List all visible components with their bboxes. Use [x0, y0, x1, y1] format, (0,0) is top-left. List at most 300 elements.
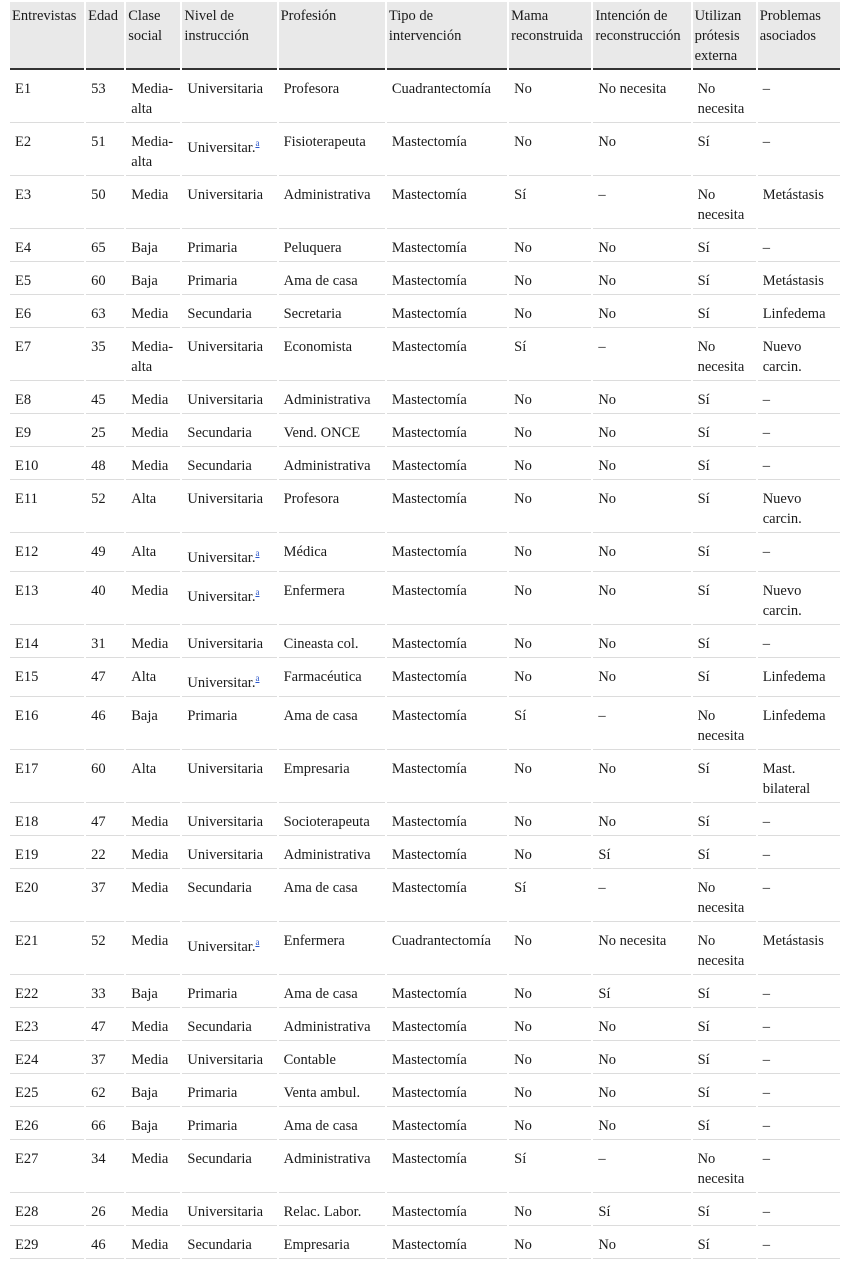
table-cell	[10, 231, 84, 262]
table-cell	[509, 330, 591, 381]
table-cell	[593, 383, 690, 414]
cell-text: Media	[131, 1236, 169, 1253]
table-header	[10, 2, 840, 70]
cell-text: Administrativa	[283, 392, 371, 408]
table-cell	[182, 72, 276, 123]
cell-text: Sí	[697, 491, 710, 507]
cell-text: Media	[131, 1018, 169, 1035]
cell-text: Venta ambul.	[283, 1084, 361, 1101]
cell-text: Peluquera	[283, 240, 342, 256]
table-cell	[509, 125, 591, 176]
table-cell	[126, 1109, 180, 1140]
table-cell	[279, 1010, 385, 1041]
cell-text: Mastectomía	[391, 1117, 467, 1134]
cell-text: No necesita	[697, 932, 745, 969]
table-cell	[509, 383, 591, 414]
cell-text: 31	[91, 635, 106, 652]
table-cell	[387, 297, 507, 328]
table-cell	[387, 178, 507, 229]
table-cell	[387, 871, 507, 922]
cell-text: Farmacéutica	[283, 668, 362, 685]
cell-text: Media	[131, 1150, 169, 1167]
cell-text: 63	[91, 306, 106, 322]
table-cell	[279, 482, 385, 533]
table-cell	[86, 330, 124, 381]
footnote-link[interactable]: a	[255, 586, 260, 597]
table-cell	[509, 1195, 591, 1226]
table-cell	[387, 1076, 507, 1107]
table-cell	[10, 297, 84, 328]
table-cell	[86, 752, 124, 803]
table-cell	[509, 72, 591, 123]
table-cell	[693, 1142, 756, 1193]
table-cell	[693, 1043, 756, 1074]
table-row	[10, 1043, 840, 1074]
table-row	[10, 924, 840, 975]
table-cell	[126, 1142, 180, 1193]
cell-text: –	[762, 392, 770, 408]
cell-text: No	[514, 1018, 532, 1035]
cell-text: Media	[131, 392, 169, 408]
table-cell	[593, 1195, 690, 1226]
cell-text: Sí	[697, 1117, 710, 1134]
cell-text: Mastectomía	[391, 1150, 467, 1167]
cell-text: No	[514, 1236, 532, 1253]
cell-text: Sí	[697, 582, 710, 599]
table-cell	[279, 699, 385, 750]
cell-text: 34	[91, 1150, 106, 1167]
table-cell	[126, 977, 180, 1008]
cell-text: Cuadrantectomía	[391, 81, 491, 97]
cell-text: 60	[91, 273, 106, 289]
cell-text: Vend. ONCE	[283, 425, 361, 441]
cell-text: No	[598, 544, 617, 560]
table-cell	[10, 1142, 84, 1193]
table-cell	[86, 482, 124, 533]
cell-text: Ama de casa	[283, 707, 358, 724]
cell-text: 47	[91, 813, 106, 830]
cell-text: Mastectomía	[391, 425, 467, 441]
table-cell	[387, 72, 507, 123]
cell-text: Mastectomía	[391, 134, 467, 150]
table-cell	[10, 72, 84, 123]
cell-text: –	[762, 544, 770, 560]
cell-text: Sí	[598, 846, 611, 863]
table-row	[10, 1195, 840, 1226]
column-header: Edad	[86, 2, 124, 70]
cell-text: –	[762, 635, 770, 652]
table-row	[10, 805, 840, 836]
table-cell	[758, 383, 840, 414]
cell-text: Mastectomía	[391, 544, 467, 560]
cell-text: Sí	[697, 544, 710, 560]
table-cell	[126, 699, 180, 750]
table-cell	[86, 1076, 124, 1107]
table-cell	[279, 416, 385, 447]
cell-text: –	[762, 134, 770, 150]
table-cell	[86, 1195, 124, 1226]
cell-text: 50	[91, 187, 106, 203]
table-row	[10, 416, 840, 447]
cell-text: Mastectomía	[391, 491, 467, 507]
table-cell	[693, 416, 756, 447]
cell-text: –	[762, 1018, 770, 1035]
cell-text: Media	[131, 879, 169, 896]
cell-text: Universitaria	[187, 760, 264, 777]
table-cell	[593, 297, 690, 328]
cell-text: 25	[91, 425, 106, 441]
column-header: Utilizan prótesis externa	[693, 2, 756, 70]
table-cell	[86, 660, 124, 697]
column-header: Problemas asociados	[758, 2, 840, 70]
footnote-link[interactable]: a	[255, 672, 260, 683]
cell-text: Secundaria	[187, 458, 252, 474]
table-cell	[758, 535, 840, 572]
table-cell	[86, 535, 124, 572]
cell-text: Cuadrantectomía	[391, 932, 491, 949]
table-cell	[593, 264, 690, 295]
cell-text: –	[762, 458, 770, 474]
table-cell	[182, 1109, 276, 1140]
cell-text: Baja	[131, 707, 158, 724]
table-cell	[758, 574, 840, 625]
table-row	[10, 1010, 840, 1041]
cell-text: Universitaria	[187, 339, 264, 355]
table-cell	[758, 752, 840, 803]
table-cell	[693, 871, 756, 922]
cell-text: Cineasta col.	[283, 635, 359, 652]
table-row	[10, 449, 840, 480]
column-header: Entrevistas	[10, 2, 84, 70]
table-cell	[279, 1043, 385, 1074]
cell-text: Metástasis	[762, 187, 824, 203]
cell-text: Baja	[131, 1084, 158, 1101]
table-cell	[758, 1142, 840, 1193]
table-cell	[279, 125, 385, 176]
table-cell	[10, 805, 84, 836]
cell-text: E2	[15, 134, 32, 150]
table-cell	[593, 482, 690, 533]
table-cell	[758, 449, 840, 480]
table-cell	[279, 1228, 385, 1259]
column-header: Nivel de instrucción	[182, 2, 276, 70]
table-cell	[182, 264, 276, 295]
cell-text: 33	[91, 985, 106, 1002]
table-cell	[509, 416, 591, 447]
cell-text: Mastectomía	[391, 846, 467, 863]
cell-text: Mastectomía	[391, 187, 467, 203]
cell-text: E24	[15, 1051, 39, 1068]
cell-text: E29	[15, 1236, 39, 1253]
cell-text: 60	[91, 760, 106, 777]
cell-text: 65	[91, 240, 106, 256]
cell-text: No	[514, 932, 532, 949]
cell-text: No	[598, 491, 617, 507]
cell-text: 35	[91, 339, 106, 355]
table-cell	[693, 297, 756, 328]
table-cell	[387, 977, 507, 1008]
table-cell	[593, 178, 690, 229]
table-cell	[509, 805, 591, 836]
table-cell	[86, 1010, 124, 1041]
table-cell	[279, 627, 385, 658]
cell-text: No	[598, 240, 617, 256]
table-cell	[182, 1010, 276, 1041]
cell-text: Secundaria	[187, 306, 252, 322]
table-cell	[387, 1195, 507, 1226]
table-cell	[693, 838, 756, 869]
table-cell	[593, 977, 690, 1008]
table-cell	[10, 752, 84, 803]
table-cell	[10, 330, 84, 381]
cell-text: E20	[15, 879, 39, 896]
cell-text: Administrativa	[283, 458, 371, 474]
cell-text: 49	[91, 544, 106, 560]
cell-text: No	[514, 306, 532, 322]
cell-text: Sí	[697, 240, 710, 256]
table-cell	[10, 977, 84, 1008]
cell-text: 46	[91, 707, 106, 724]
table-cell	[279, 1076, 385, 1107]
cell-text: Ama de casa	[283, 1117, 358, 1134]
cell-text: E23	[15, 1018, 39, 1035]
cell-text: Mastectomía	[391, 635, 467, 652]
cell-text: No	[598, 1051, 617, 1068]
cell-text: Sí	[697, 1203, 710, 1220]
table-cell	[693, 660, 756, 697]
table-cell	[10, 1195, 84, 1226]
table-cell	[387, 1228, 507, 1259]
cell-text: Mastectomía	[391, 458, 467, 474]
table-cell	[126, 125, 180, 176]
cell-text: E26	[15, 1117, 39, 1134]
table-cell	[279, 72, 385, 123]
table-row	[10, 297, 840, 328]
table-cell	[182, 574, 276, 625]
table-cell	[279, 924, 385, 975]
cell-text: Media	[131, 846, 169, 863]
cell-text: Sí	[514, 339, 527, 355]
cell-text: E15	[15, 668, 39, 685]
cell-text: Alta	[131, 668, 157, 685]
table-cell	[10, 660, 84, 697]
cell-text: Primaria	[187, 985, 238, 1002]
table-row	[10, 535, 840, 572]
cell-text: Mastectomía	[391, 1203, 467, 1220]
cell-text: No	[514, 760, 532, 777]
table-cell	[758, 482, 840, 533]
table-cell	[593, 574, 690, 625]
column-header: Tipo de intervención	[387, 2, 507, 70]
cell-text: Sí	[697, 1051, 710, 1068]
table-cell	[86, 627, 124, 658]
table-cell	[509, 924, 591, 975]
table-cell	[182, 660, 276, 697]
cell-text: Metástasis	[762, 932, 824, 949]
table-cell	[387, 1142, 507, 1193]
cell-text: Profesora	[283, 81, 340, 97]
cell-text: –	[762, 1084, 770, 1101]
cell-text: No	[598, 1236, 617, 1253]
table-cell	[86, 125, 124, 176]
table-cell	[279, 574, 385, 625]
table-cell	[593, 805, 690, 836]
cell-text: No necesita	[697, 707, 745, 744]
table-cell	[126, 1195, 180, 1226]
table-cell	[509, 231, 591, 262]
cell-text: Universitaria	[187, 635, 264, 652]
table-cell	[509, 178, 591, 229]
table-cell	[182, 1228, 276, 1259]
cell-text: E3	[15, 187, 32, 203]
table-cell	[86, 416, 124, 447]
cell-text: Secundaria	[187, 1018, 252, 1035]
cell-text: Sí	[514, 879, 527, 896]
table-cell	[593, 699, 690, 750]
table-cell	[279, 1109, 385, 1140]
cell-text: Enfermera	[283, 582, 345, 599]
cell-text: Media-alta	[131, 81, 174, 117]
table-cell	[509, 297, 591, 328]
table-cell	[10, 574, 84, 625]
table-cell	[182, 752, 276, 803]
table-cell	[126, 1010, 180, 1041]
table-cell	[86, 1142, 124, 1193]
cell-text: No	[598, 668, 617, 685]
table-cell	[593, 330, 690, 381]
cell-text: 22	[91, 846, 106, 863]
table-cell	[10, 383, 84, 414]
table-cell	[126, 660, 180, 697]
column-header: Clase social	[126, 2, 180, 70]
footnote-link[interactable]: a	[255, 548, 260, 558]
table-cell	[86, 1043, 124, 1074]
cell-text: Administrativa	[283, 1018, 371, 1035]
table-cell	[126, 383, 180, 414]
table-cell	[10, 416, 84, 447]
cell-text: –	[762, 879, 770, 896]
table-row	[10, 627, 840, 658]
cell-text: Media	[131, 306, 169, 322]
cell-text: Primaria	[187, 1084, 238, 1101]
cell-text: 47	[91, 1018, 106, 1035]
table-cell	[693, 264, 756, 295]
table-cell	[593, 535, 690, 572]
cell-text: Empresaria	[283, 760, 350, 777]
cell-text: –	[598, 1150, 606, 1167]
table-row	[10, 1076, 840, 1107]
column-header: Profesión	[279, 2, 385, 70]
table-cell	[693, 482, 756, 533]
table-cell	[509, 1076, 591, 1107]
table-cell	[758, 660, 840, 697]
table-row	[10, 178, 840, 229]
cell-text: No	[598, 1117, 617, 1134]
cell-text: No	[514, 635, 532, 652]
cell-text: 48	[91, 458, 106, 474]
table-cell	[182, 1195, 276, 1226]
cell-text: Mastectomía	[391, 392, 467, 408]
cell-text: 66	[91, 1117, 106, 1134]
cell-text: Sí	[697, 813, 710, 830]
table-cell	[86, 72, 124, 123]
cell-text: Sí	[697, 635, 710, 652]
cell-text: Administrativa	[283, 1150, 371, 1167]
cell-text: No	[598, 392, 617, 408]
cell-text: Universitar.	[187, 674, 256, 691]
table-cell	[758, 1043, 840, 1074]
cell-text: Sí	[697, 1084, 710, 1101]
table-cell	[693, 1195, 756, 1226]
table-cell	[593, 416, 690, 447]
table-cell	[693, 805, 756, 836]
cell-text: No	[514, 392, 532, 408]
cell-text: Metástasis	[762, 273, 824, 289]
cell-text: Economista	[283, 339, 353, 355]
cell-text: Profesora	[283, 491, 340, 507]
table-cell	[126, 231, 180, 262]
cell-text: Secundaria	[187, 879, 252, 896]
cell-text: Mastectomía	[391, 1018, 467, 1035]
cell-text: E8	[15, 392, 32, 408]
cell-text: Sí	[697, 392, 710, 408]
table-cell	[693, 699, 756, 750]
table-cell	[387, 482, 507, 533]
table-cell	[279, 449, 385, 480]
table-cell	[182, 1043, 276, 1074]
table-cell	[387, 1109, 507, 1140]
table-cell	[126, 449, 180, 480]
table-cell	[279, 231, 385, 262]
cell-text: Universitar.	[187, 938, 256, 955]
cell-text: E14	[15, 635, 39, 652]
table-cell	[509, 752, 591, 803]
table-cell	[693, 977, 756, 1008]
table-cell	[593, 125, 690, 176]
cell-text: Médica	[283, 544, 328, 560]
footnote-link[interactable]: a	[255, 138, 260, 148]
table-cell	[182, 1142, 276, 1193]
footnote-link[interactable]: a	[255, 936, 260, 947]
cell-text: 52	[91, 491, 106, 507]
table-cell	[758, 1010, 840, 1041]
cell-text: No	[598, 273, 617, 289]
table-cell	[593, 1043, 690, 1074]
cell-text: Universitaria	[187, 1051, 264, 1068]
cell-text: No	[514, 240, 532, 256]
cell-text: E17	[15, 760, 39, 777]
table-cell	[693, 574, 756, 625]
table-cell	[387, 805, 507, 836]
cell-text: Media-alta	[131, 134, 174, 170]
cell-text: No necesita	[598, 81, 667, 97]
table-cell	[387, 838, 507, 869]
table-cell	[693, 924, 756, 975]
cell-text: Empresaria	[283, 1236, 350, 1253]
table-cell	[126, 752, 180, 803]
cell-text: E12	[15, 544, 39, 560]
table-cell	[279, 838, 385, 869]
cell-text: No	[514, 1051, 532, 1068]
table-cell	[758, 1076, 840, 1107]
table-cell	[182, 924, 276, 975]
table-cell	[387, 752, 507, 803]
table-cell	[86, 1109, 124, 1140]
cell-text: E11	[15, 491, 38, 507]
header-row	[10, 2, 840, 70]
table-cell	[126, 1043, 180, 1074]
table-cell	[693, 330, 756, 381]
